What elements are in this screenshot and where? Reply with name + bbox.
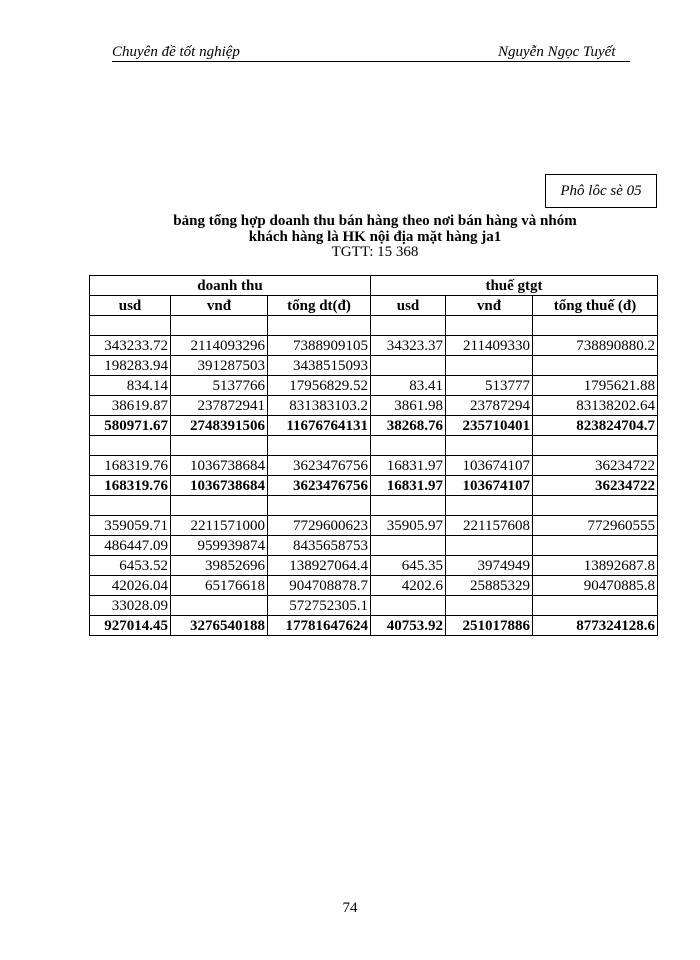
appendix-label: Phô lôc sè 05 <box>545 174 657 208</box>
empty-cell <box>90 316 171 336</box>
total-cell: 38268.76 <box>371 416 446 436</box>
table-cell <box>446 596 533 616</box>
section-total-row <box>90 616 658 636</box>
table-cell: 645.35 <box>371 556 446 576</box>
total-cell: 927014.45 <box>90 616 171 636</box>
total-cell: 16831.97 <box>371 476 446 496</box>
total-cell: 11676764131 <box>268 416 371 436</box>
revenue-table <box>89 275 658 636</box>
table-row <box>90 376 658 396</box>
empty-cell <box>171 496 268 516</box>
empty-cell <box>446 436 533 456</box>
column-header: usd <box>90 296 171 316</box>
table-cell: 33028.09 <box>90 596 171 616</box>
column-header: usd <box>371 296 446 316</box>
empty-cell <box>371 436 446 456</box>
column-header-row <box>90 296 658 316</box>
header-rule <box>112 61 630 62</box>
table-cell: 90470885.8 <box>533 576 658 596</box>
table-cell <box>446 356 533 376</box>
table-title-line-2: khách hàng là HK nội địa mặt hàng ja1 <box>248 229 502 245</box>
exchange-rate-line: TGTT: 15 368 <box>331 244 419 260</box>
total-cell: 877324128.6 <box>533 616 658 636</box>
total-cell: 251017886 <box>446 616 533 636</box>
table-row <box>90 576 658 596</box>
table-cell: 3974949 <box>446 556 533 576</box>
total-cell: 1036738684 <box>171 476 268 496</box>
table-cell: 572752305.1 <box>268 596 371 616</box>
table-cell: 36234722 <box>533 456 658 476</box>
column-header: vnđ <box>446 296 533 316</box>
table-cell: 1795621.88 <box>533 376 658 396</box>
total-cell: 3623476756 <box>268 476 371 496</box>
table-cell: 3438515093 <box>268 356 371 376</box>
table-cell: 103674107 <box>446 456 533 476</box>
table-cell: 221157608 <box>446 516 533 536</box>
table-cell: 359059.71 <box>90 516 171 536</box>
table-body <box>90 316 658 636</box>
table-cell: 35905.97 <box>371 516 446 536</box>
table-cell: 13892687.8 <box>533 556 658 576</box>
empty-cell <box>171 436 268 456</box>
total-cell: 823824704.7 <box>533 416 658 436</box>
table-cell: 39852696 <box>171 556 268 576</box>
table-cell: 738890880.2 <box>533 336 658 356</box>
total-cell: 17781647624 <box>268 616 371 636</box>
table-cell: 138927064.4 <box>268 556 371 576</box>
blank-row <box>90 436 658 456</box>
table-cell: 831383103.2 <box>268 396 371 416</box>
section-total-row <box>90 476 658 496</box>
table-cell: 7729600623 <box>268 516 371 536</box>
table-cell: 834.14 <box>90 376 171 396</box>
table-row <box>90 536 658 556</box>
table-cell: 2211571000 <box>171 516 268 536</box>
table-cell: 3861.98 <box>371 396 446 416</box>
section-total-row <box>90 416 658 436</box>
table-cell: 83138202.64 <box>533 396 658 416</box>
table-cell: 65176618 <box>171 576 268 596</box>
empty-cell <box>90 436 171 456</box>
group-header-revenue: doanh thu <box>90 276 371 296</box>
table-cell: 3623476756 <box>268 456 371 476</box>
column-header: vnđ <box>171 296 268 316</box>
table-cell: 8435658753 <box>268 536 371 556</box>
table-cell: 23787294 <box>446 396 533 416</box>
column-header: tổng dt(đ) <box>268 296 371 316</box>
empty-cell <box>268 496 371 516</box>
total-cell: 580971.67 <box>90 416 171 436</box>
table-cell <box>533 536 658 556</box>
table-cell <box>371 596 446 616</box>
table-cell: 513777 <box>446 376 533 396</box>
table-cell: 168319.76 <box>90 456 171 476</box>
table-cell <box>371 536 446 556</box>
empty-cell <box>371 316 446 336</box>
empty-cell <box>268 316 371 336</box>
table-cell: 83.41 <box>371 376 446 396</box>
empty-cell <box>533 316 658 336</box>
table-cell: 959939874 <box>171 536 268 556</box>
table-cell <box>371 356 446 376</box>
empty-cell <box>371 496 446 516</box>
total-cell: 235710401 <box>446 416 533 436</box>
table-row <box>90 396 658 416</box>
table-cell: 904708878.7 <box>268 576 371 596</box>
table-row <box>90 456 658 476</box>
empty-cell <box>171 316 268 336</box>
table-title-line-1: bảng tổng hợp doanh thu bán hàng theo nơi bán hàng và nhóm <box>173 213 577 229</box>
empty-cell <box>533 496 658 516</box>
group-header-vat: thuế gtgt <box>371 276 658 296</box>
total-cell: 36234722 <box>533 476 658 496</box>
header-left-text: Chuyên đề tốt nghiệp <box>112 44 240 60</box>
table-cell <box>533 356 658 376</box>
table-cell: 5137766 <box>171 376 268 396</box>
table-cell: 38619.87 <box>90 396 171 416</box>
table-cell: 1036738684 <box>171 456 268 476</box>
table-cell <box>533 596 658 616</box>
column-header: tổng thuế (đ) <box>533 296 658 316</box>
total-cell: 168319.76 <box>90 476 171 496</box>
table-row <box>90 356 658 376</box>
header-right-text: Nguyễn Ngọc Tuyết <box>498 44 616 60</box>
table-cell: 391287503 <box>171 356 268 376</box>
table-row <box>90 596 658 616</box>
table-cell: 4202.6 <box>371 576 446 596</box>
table-cell: 16831.97 <box>371 456 446 476</box>
empty-cell <box>446 316 533 336</box>
page-number: 74 <box>342 900 358 916</box>
table-cell: 34323.37 <box>371 336 446 356</box>
blank-row <box>90 496 658 516</box>
total-cell: 40753.92 <box>371 616 446 636</box>
table-cell <box>171 596 268 616</box>
empty-cell <box>446 496 533 516</box>
table-row <box>90 336 658 356</box>
total-cell: 2748391506 <box>171 416 268 436</box>
table-cell <box>446 536 533 556</box>
table-row <box>90 556 658 576</box>
table-cell: 198283.94 <box>90 356 171 376</box>
empty-cell <box>533 436 658 456</box>
empty-cell <box>90 496 171 516</box>
group-header-row <box>90 276 658 296</box>
table-cell: 7388909105 <box>268 336 371 356</box>
table-cell: 17956829.52 <box>268 376 371 396</box>
table-cell: 2114093296 <box>171 336 268 356</box>
blank-row <box>90 316 658 336</box>
table-cell: 42026.04 <box>90 576 171 596</box>
table-row <box>90 516 658 536</box>
total-cell: 3276540188 <box>171 616 268 636</box>
table-cell: 25885329 <box>446 576 533 596</box>
table-cell: 772960555 <box>533 516 658 536</box>
table-cell: 486447.09 <box>90 536 171 556</box>
table-cell: 343233.72 <box>90 336 171 356</box>
table-cell: 6453.52 <box>90 556 171 576</box>
total-cell: 103674107 <box>446 476 533 496</box>
table-cell: 237872941 <box>171 396 268 416</box>
empty-cell <box>268 436 371 456</box>
table-cell: 211409330 <box>446 336 533 356</box>
